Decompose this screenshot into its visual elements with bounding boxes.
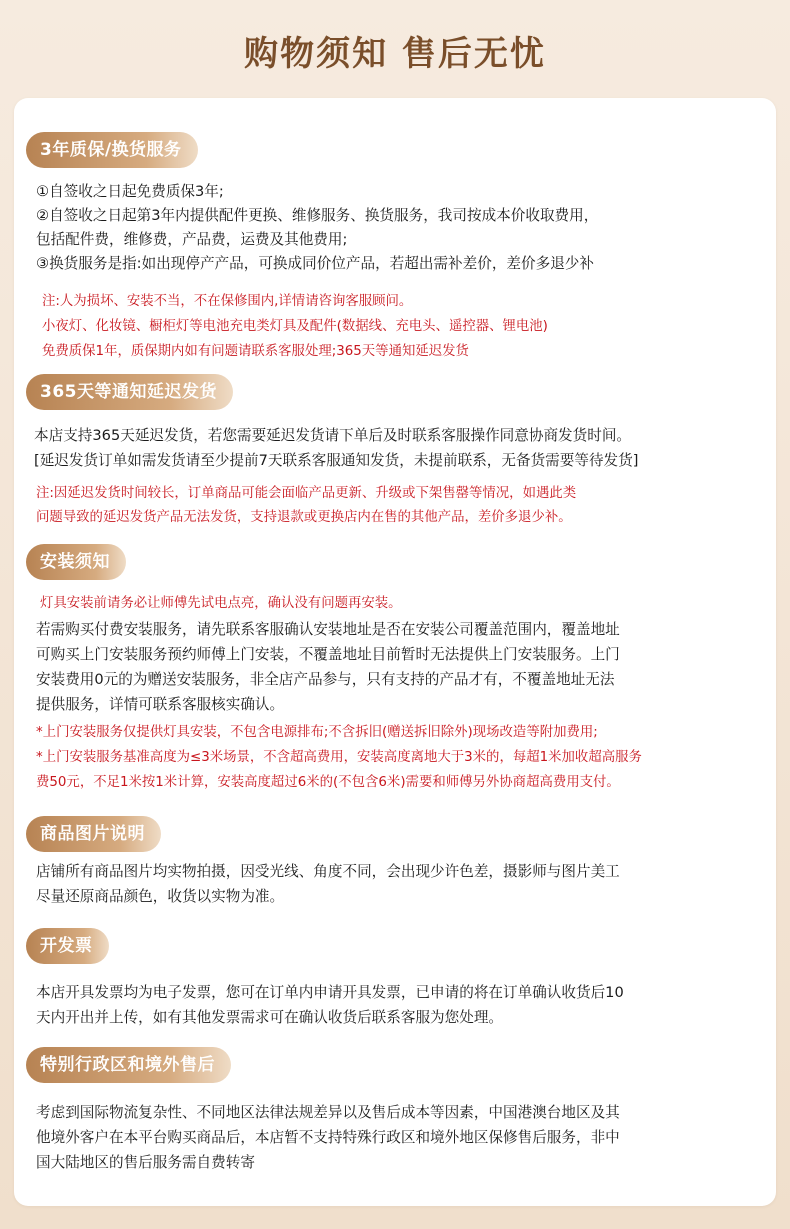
page-title: 购物须知 售后无忧 — [244, 34, 546, 74]
section-title-pill: 安装须知 — [26, 544, 126, 580]
note-line: 注:因延迟发货时间较长，订单商品可能会面临产品更新、升级或下架售罄等情况，如遇此类 — [36, 486, 577, 501]
text-line: 尽量还原商品颜色，收货以实物为准。 — [36, 888, 285, 905]
text-line: 他境外客户在本平台购买商品后，本店暂不支持特殊行政区和境外地区保修售后服务，非中 — [36, 1129, 620, 1146]
text-line: 安装费用0元的为赠送安装服务，非全店产品参与，只有支持的产品才有，不覆盖地址无法 — [36, 671, 615, 688]
note-line: 小夜灯、化妆镜、橱柜灯等电池充电类灯具及配件(数据线、充电头、遥控器、锂电池) — [42, 319, 548, 334]
note-line: 灯具安装前请务必让师傅先试电点亮，确认没有问题再安装。 — [40, 596, 402, 611]
text-line: 本店开具发票均为电子发票，您可在订单内申请开具发票，已申请的将在订单确认收货后10 — [36, 984, 624, 1001]
notice-card — [14, 98, 776, 1206]
text-line: ①自签收之日起免费质保3年; — [36, 183, 224, 200]
section-title-pill: 商品图片说明 — [26, 816, 161, 852]
note-line: 问题导致的延迟发货产品无法发货，支持退款或更换店内在售的其他产品，差价多退少补。 — [36, 510, 572, 525]
section-title-pill: 开发票 — [26, 928, 109, 964]
note-line: 注:人为损坏、安装不当，不在保修围内,详情请咨询客服顾问。 — [42, 294, 413, 309]
section-title-pill: 3年质保/换货服务 — [26, 132, 198, 168]
text-line: ②自签收之日起第3年内提供配件更换、维修服务、换货服务，我司按成本价收取费用， — [36, 207, 599, 224]
note-line: 免费质保1年，质保期内如有问题请联系客服处理;365天等通知延迟发货 — [42, 344, 469, 359]
text-line: 包括配件费，维修费，产品费，运费及其他费用; — [36, 231, 348, 248]
text-line: [延迟发货订单如需发货请至少提前7天联系客服通知发货，未提前联系，无备货需要等待发货] — [34, 452, 639, 469]
text-line: ③换货服务是指:如出现停产产品，可换成同价位产品，若超出需补差价，差价多退少补 — [36, 255, 594, 272]
text-line: 店铺所有商品图片均实物拍摄，因受光线、角度不同，会出现少许色差，摄影师与图片美工 — [36, 863, 620, 880]
note-line: *上门安装服务基准高度为≤3米场景，不含超高费用，安装高度离地大于3米的，每超1米加收超高服务 — [36, 750, 642, 765]
note-line: *上门安装服务仅提供灯具安装，不包含电源排布;不含拆旧(赠送拆旧除外)现场改造等附加费用; — [36, 725, 598, 740]
note-line: 费50元，不足1米按1米计算，安装高度超过6米的(不包含6米)需要和师傅另外协商超高费用支付。 — [36, 775, 620, 790]
text-line: 考虑到国际物流复杂性、不同地区法律法规差异以及售后成本等因素，中国港澳台地区及其 — [36, 1104, 620, 1121]
section-title-pill: 365天等通知延迟发货 — [26, 374, 233, 410]
section-title-pill: 特别行政区和境外售后 — [26, 1047, 231, 1083]
text-line: 若需购买付费安装服务，请先联系客服确认安装地址是否在安装公司覆盖范围内，覆盖地址 — [36, 621, 620, 638]
text-line: 天内开出并上传，如有其他发票需求可在确认收货后联系客服为您处理。 — [36, 1009, 504, 1026]
text-line: 本店支持365天延迟发货，若您需要延迟发货请下单后及时联系客服操作同意协商发货时间。 — [34, 427, 632, 444]
text-line: 可购买上门安装服务预约师傅上门安装，不覆盖地址目前暂时无法提供上门安装服务。上门 — [36, 646, 620, 663]
text-line: 提供服务，详情可联系客服核实确认。 — [36, 696, 285, 713]
text-line: 国大陆地区的售后服务需自费转寄 — [36, 1154, 255, 1171]
